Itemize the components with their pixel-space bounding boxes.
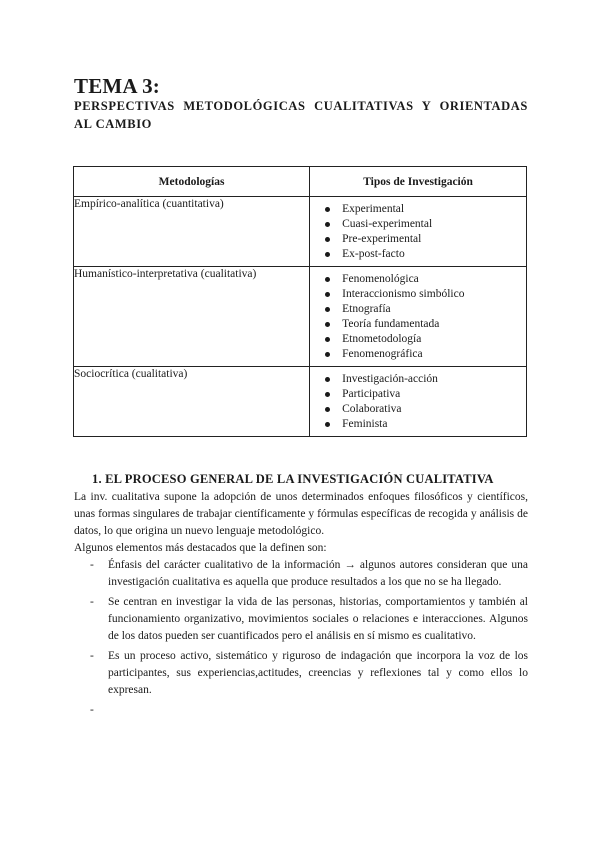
page-subtitle: PERSPECTIVAS METODOLÓGICAS CUALITATIVAS Y ORIENTADAS AL CAMBIO bbox=[74, 99, 528, 131]
types-list bbox=[310, 367, 526, 436]
list-item: Etnografía bbox=[324, 302, 526, 317]
list-item: Fenomenológica bbox=[324, 272, 526, 287]
header-research-types: Tipos de Investigación bbox=[310, 167, 527, 197]
section-body bbox=[74, 489, 528, 722]
list-item: - Se centran en investigar la vida de las personas, historias, comportamientos y también al funcionamiento organizativo, movimientos sociales o relaciones e interacciones. Algunos de los datos pueden ser cuantificados pero el análisis en sí mismo es cualitativo. bbox=[108, 594, 528, 645]
types-cell bbox=[310, 197, 527, 267]
list-item: Investigación-acción bbox=[324, 372, 526, 387]
list-item: Cuasi-experimental bbox=[324, 217, 526, 232]
list-item-empty bbox=[108, 702, 528, 719]
table-row bbox=[74, 267, 527, 367]
list-item: Pre-experimental bbox=[324, 232, 526, 247]
list-item: Teoría fundamentada bbox=[324, 317, 526, 332]
list-item: Participativa bbox=[324, 387, 526, 402]
list-item: Etnometodología bbox=[324, 332, 526, 347]
types-cell bbox=[310, 367, 527, 437]
methodologies-table bbox=[73, 166, 527, 437]
elements-list bbox=[74, 557, 528, 719]
list-item: Experimental bbox=[324, 202, 526, 217]
intro-paragraph: La inv. cualitativa supone la adopción de unos determinados enfoques filosóficos y científicos, unas formas singulares de trabajar científicamente y fórmulas específicas de recogida y análisis de datos, lo que origina un nuevo lenguaje metodológico. bbox=[74, 491, 528, 537]
methodology-cell: Humanístico-interpretativa (cualitativa) bbox=[74, 267, 310, 367]
methodology-cell: Empírico-analítica (cuantitativa) bbox=[74, 197, 310, 267]
types-list bbox=[310, 267, 526, 366]
page-title: TEMA 3: bbox=[74, 74, 160, 98]
header-methodologies: Metodologías bbox=[74, 167, 310, 197]
list-item: Ex-post-facto bbox=[324, 247, 526, 262]
types-list bbox=[310, 197, 526, 266]
table-row bbox=[74, 197, 527, 267]
list-item: - Énfasis del carácter cualitativo de la información → algunos autores consideran que una investigación cualitativa es aquella que produce resultados a los que no se ha llegado. bbox=[108, 557, 528, 591]
table-header-row bbox=[74, 167, 527, 197]
table-row bbox=[74, 367, 527, 437]
list-item: - Es un proceso activo, sistemático y riguroso de indagación que incorpora la voz de los participantes, sus experiencias,actitudes, creencias y reflexiones tal y como ellos lo expresan. bbox=[108, 648, 528, 699]
list-item: Fenomenográfica bbox=[324, 347, 526, 362]
methodology-cell: Sociocrítica (cualitativa) bbox=[74, 367, 310, 437]
list-item: Feminista bbox=[324, 417, 526, 432]
list-item: Colaborativa bbox=[324, 402, 526, 417]
section-heading: 1. EL PROCESO GENERAL DE LA INVESTIGACIÓN CUALITATIVA bbox=[92, 472, 494, 486]
lead-paragraph: Algunos elementos más destacados que la definen son: bbox=[74, 542, 327, 554]
list-item: Interaccionismo simbólico bbox=[324, 287, 526, 302]
types-cell bbox=[310, 267, 527, 367]
